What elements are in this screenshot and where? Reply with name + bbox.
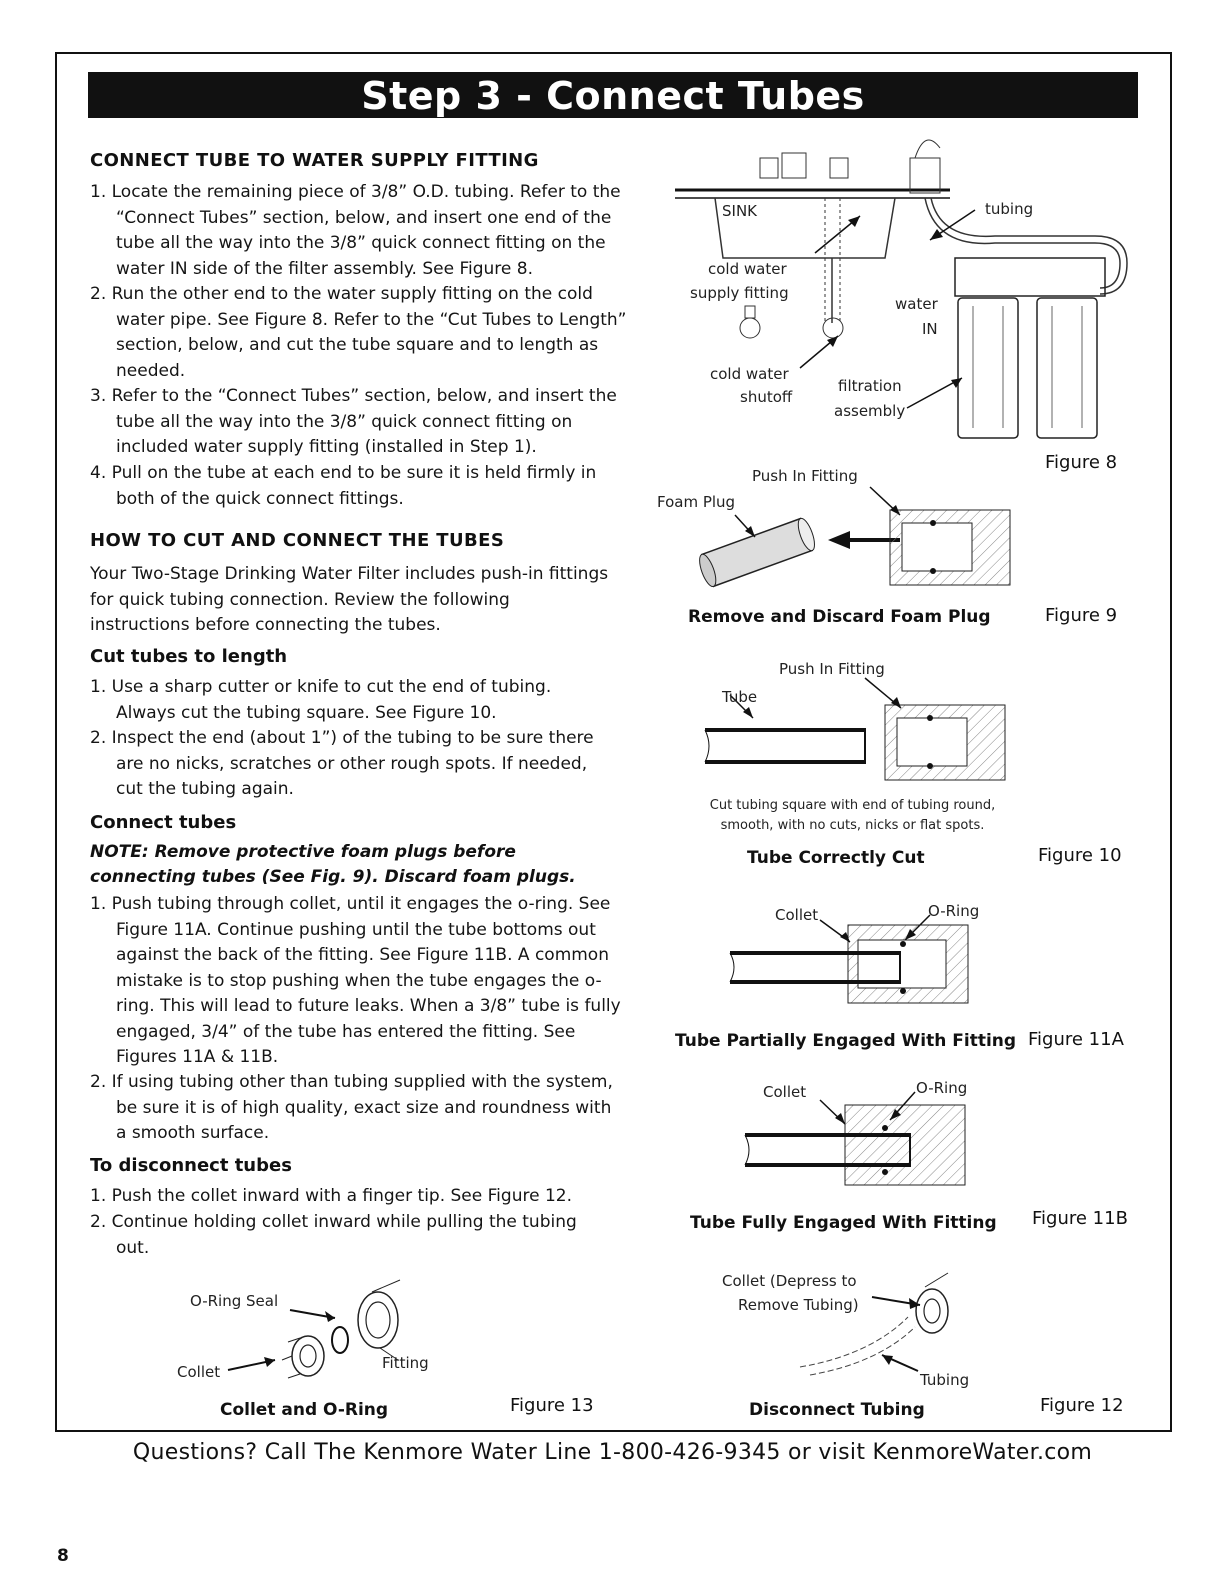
label-filtration: filtration: [838, 377, 902, 395]
label-tube: Tube: [722, 688, 758, 706]
figure-10-note: [680, 796, 1025, 836]
subheading-connect-tubes: Connect tubes: [90, 812, 237, 833]
figure-12-caption: Disconnect Tubing: [749, 1400, 925, 1420]
list-item: 2. Continue holding collet inward while pulling the tubing out.: [90, 1212, 577, 1258]
figure-10-caption: Tube Correctly Cut: [747, 848, 925, 868]
label-oring: O-Ring: [916, 1079, 968, 1097]
figure-12-label: Figure 12: [1040, 1395, 1124, 1416]
figure-13-arrows: [0, 0, 1, 1]
list-item: 3. Refer to the “Connect Tubes” section, below, and insert the tube all the way into the 3/8” quick connect fitting on included water supply fitting (installed in Step 1).: [90, 386, 617, 457]
label-in: IN: [922, 320, 938, 338]
figure-11a-illustration: [730, 920, 990, 1010]
label-push-in-fitting: Push In Fitting: [779, 660, 885, 678]
figure-8-label: Figure 8: [1045, 452, 1118, 473]
label-collet: Collet: [177, 1363, 221, 1381]
label-push-in-fitting: Push In Fitting: [752, 467, 858, 485]
subheading-disconnect: To disconnect tubes: [90, 1155, 292, 1176]
label-oring: O-Ring: [928, 902, 980, 920]
figure-13-illustration: [260, 1280, 440, 1390]
section-heading-connect-supply: CONNECT TUBE TO WATER SUPPLY FITTING: [90, 150, 539, 171]
figure-11b-label: Figure 11B: [1032, 1208, 1128, 1229]
list-item: 2. Inspect the end (about 1”) of the tubing to be sure there are no nicks, scratches or other rough spots. If needed, cut the tubing again.: [90, 728, 594, 799]
figure-9-caption: Remove and Discard Foam Plug: [688, 607, 991, 627]
label-tubing: Tubing: [920, 1371, 970, 1389]
list-item: 1. Locate the remaining piece of 3/8” O.D. tubing. Refer to the “Connect Tubes” section, below, and insert one end of the tube all the way into the 3/8” quick connect fitting on the water IN side of the filter assembly. See Figure 8.: [90, 182, 621, 279]
list-item: 4. Pull on the tube at each end to be sure it is held firmly in both of the quick connect fittings.: [90, 463, 597, 509]
note-remove-foam: NOTE: Remove protective foam plugs before connecting tubes (See Fig. 9). Discard foam plugs.: [90, 842, 576, 887]
list-item: 1. Push tubing through collet, until it engages the o-ring. See Figure 11A. Continue pushing until the tube bottoms out against the back of the fitting. See Figure 11B. A common mistake is to stop pushing when the tube engages the o-ring. This will lead to future leaks. When a 3/8” tube is fully engaged, 3/4” of the tube has entered the fitting. See Figures 11A & 11B.: [90, 894, 621, 1067]
label-supply-fitting: supply fitting: [690, 284, 789, 302]
page-number: 8: [57, 1546, 69, 1566]
label-shutoff: shutoff: [740, 388, 793, 406]
step-banner: Step 3 - Connect Tubes: [88, 72, 1138, 118]
figure-13-label: Figure 13: [510, 1395, 594, 1416]
figure-11a-caption: Tube Partially Engaged With Fitting: [675, 1031, 1017, 1051]
figure-11b-illustration: [745, 1100, 975, 1195]
intro-paragraph: Your Two-Stage Drinking Water Filter includes push-in fittings for quick tubing connection. Review the following instructions before connecting the tubes.: [90, 564, 609, 635]
footer-contact: Questions? Call The Kenmore Water Line 1-800-426-9345 or visit KenmoreWater.com: [132, 1440, 1093, 1465]
label-tubing: tubing: [985, 200, 1034, 218]
list-item: 2. If using tubing other than tubing supplied with the system, be sure it is of high quality, exact size and roundness with a smooth surface.: [90, 1072, 613, 1143]
section-heading-cut-connect: HOW TO CUT AND CONNECT THE TUBES: [90, 530, 505, 551]
label-cold-water-2: cold water: [710, 365, 789, 383]
figure-13-caption: Collet and O-Ring: [220, 1400, 389, 1420]
figure-10-note-line-1: Cut tubing square with end of tubing round,: [709, 798, 996, 813]
label-assembly: assembly: [834, 402, 906, 420]
list-item: 1. Use a sharp cutter or knife to cut the end of tubing. Always cut the tubing square. See Figure 10.: [90, 677, 552, 723]
subheading-cut-tubes: Cut tubes to length: [90, 646, 288, 667]
label-foam-plug: Foam Plug: [657, 493, 736, 511]
figure-10-note-line-2: smooth, with no cuts, nicks or flat spots.: [720, 818, 985, 833]
label-collet-depress: Collet (Depress to: [722, 1272, 857, 1290]
figure-11b-caption: Tube Fully Engaged With Fitting: [690, 1213, 997, 1233]
label-sink: SINK: [722, 202, 758, 220]
list-item: 1. Push the collet inward with a finger tip. See Figure 12.: [90, 1186, 572, 1206]
list-item: 2. Run the other end to the water supply fitting on the cold water pipe. See Figure 8. Refer to the “Cut Tubes to Length” section, below, and cut the tube square and to length as needed.: [90, 284, 627, 381]
label-oring-seal: O-Ring Seal: [190, 1292, 279, 1310]
label-water: water: [895, 295, 938, 313]
label-collet: Collet: [775, 906, 819, 924]
label-cold-water: cold water: [708, 260, 787, 278]
label-fitting: Fitting: [382, 1354, 429, 1372]
label-remove-tubing: Remove Tubing): [738, 1296, 859, 1314]
figure-9-label: Figure 9: [1045, 605, 1118, 626]
figure-10-label: Figure 10: [1038, 845, 1122, 866]
figure-11a-label: Figure 11A: [1028, 1029, 1124, 1050]
figure-9-illustration: [690, 495, 1020, 595]
label-collet: Collet: [763, 1083, 807, 1101]
